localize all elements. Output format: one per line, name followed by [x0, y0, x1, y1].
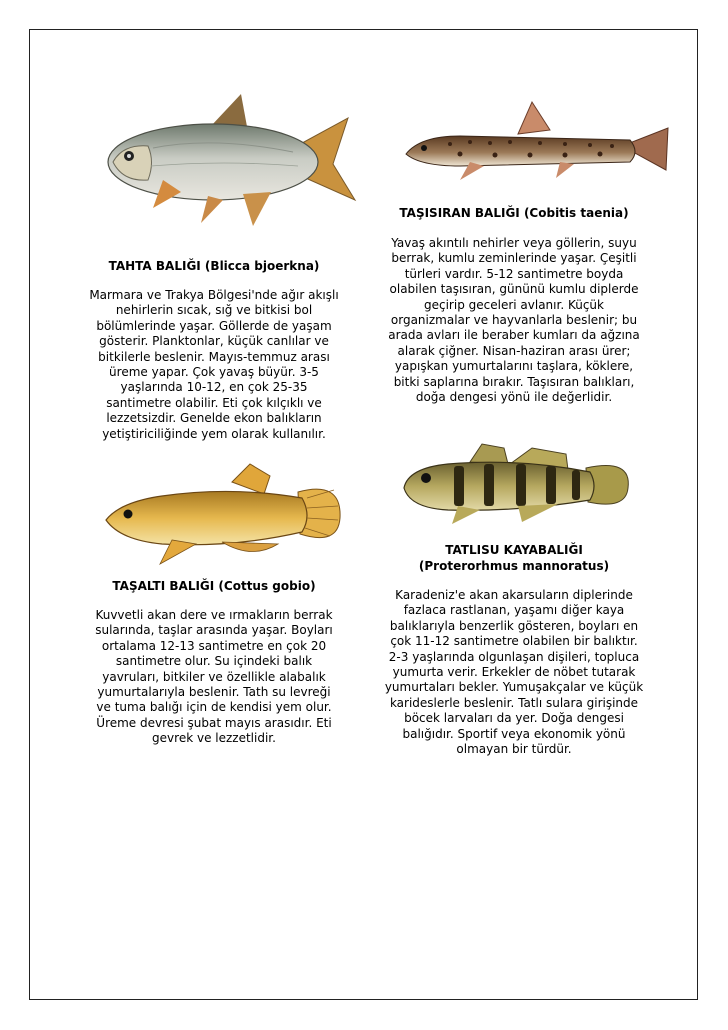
tasalti-title: TAŞALTI BALIĞI (Cottus gobio)	[112, 579, 316, 593]
loach-fish-image	[400, 96, 672, 182]
tahta-body: Marmara ve Trakya Bölgesi'nde ağır akışlı nehirlerin sıcak, sığ ve bitkisi bol bölümlerinde yaşar. Göllerde de yaşam gösterir. Planktonlar, küçük canlılar ve bitkilerle beslenir. Mayıs-temmuz arası üreme yapar. Çok yavaş büyür. 3-5 yaşlarında 10-12, en çok 25-35 santimetre olabilir. Eti çok kılçıklı ve lezzetsizdir. Genelde ekon balıkların yetiştiriciliğinde yem olarak kullanılır.	[89, 288, 339, 441]
tasisiran-title: TAŞISIRAN BALIĞI (Cobitis taenia)	[399, 206, 629, 220]
kayabaligi-body: Karadeniz'e akan akarsuların diplerinde fazlaca rastlanan, yaşamı diğer kaya balıklarıyla benzerlik gösteren, boyları en çok 11-12 santimetre olabilen bir balıktır. 2-3 yaşlarında olgunlaşan dişileri, topluca yumurta verir. Erkekler de nöbet tutarak yumurtaları bekler. Yumuşakçalar ve küçük karideslerle beslenir. Tatlı sulara girişinde böcek larvaları da yer. Doğa dengesi balığıdır. Sportif veya ekonomik yönü olmayan bir türdür.	[384, 588, 644, 757]
bream-fish-image	[93, 88, 358, 238]
tahta-section	[89, 258, 339, 442]
kayabaligi-title-line2: (Proterorhmus mannoratus)	[418, 559, 610, 573]
mosquitofish-image	[102, 460, 347, 570]
kayabaligi-section	[384, 542, 644, 757]
goby-fish-image	[398, 440, 638, 526]
kayabaligi-title-line1: TATLISU KAYABALIĞI	[445, 543, 583, 557]
tahta-title: TAHTA BALIĞI (Blicca bjoerkna)	[108, 259, 320, 273]
tasalti-body: Kuvvetli akan dere ve ırmakların berrak sularında, taşlar arasında yaşar. Boyları ortalama 12-13 santimetre en çok 20 santimetre olur. Su içindeki balık yavruları, bitkiler ve özellikle alabalık yumurtalarıyla beslenir. Tath su levreği ve tuma balığı için de kendisi yem olur. Üreme devresi şubat mayıs arasıdır. Eti gevrek ve lezzetlidir.	[95, 608, 333, 746]
tasisiran-body: Yavaş akıntılı nehirler veya göllerin, suyu berrak, kumlu zeminlerinde yaşar. Çeşitli türleri vardır. 5-12 santimetre boyda olabilen taşısıran, gününü kumlu diplerde geçirip geceleri avlanır. Küçük organizmalar ve hayvanlarla beslenir; bu arada avları ile beraber kumları da ağzına alarak çiğner. Nisan-haziran arası ürer; yapışkan yumurtalarını taşlara, köklere, bitki saplarına bırakır. Taşısıran balıkları, doğa dengesi yönü ile değerlidir.	[388, 236, 640, 405]
tasisiran-section	[384, 205, 644, 405]
tasalti-section	[89, 578, 339, 747]
